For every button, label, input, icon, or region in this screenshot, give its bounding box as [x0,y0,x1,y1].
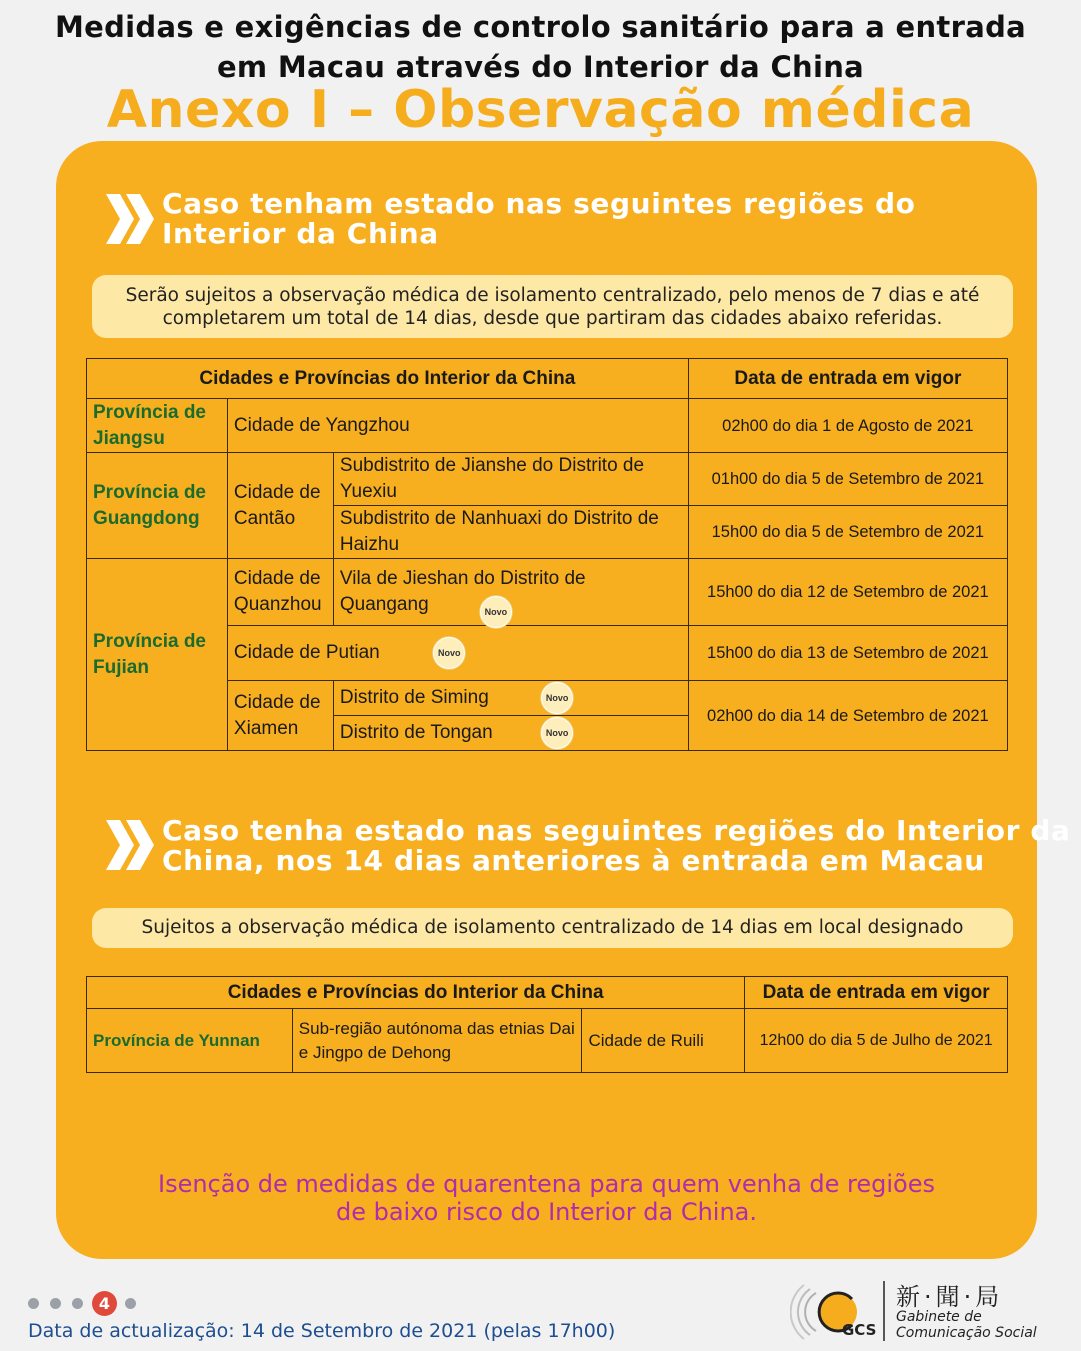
area-jianshe: Subdistrito de Jianshe do Distrito de Yuexiu [333,453,688,506]
section1-notice-line1: Serão sujeitos a observação médica de isolamento centralizado, pelo menos de 7 dias e até [125,285,980,306]
gcs-logo-icon [790,1275,886,1345]
subregion-dehong: Sub-região autónoma das etnias Dai e Jingpo de Dehong [292,1009,582,1073]
update-date: Data de actualização: 14 de Setembro de 2021 (pelas 17h00) [28,1320,616,1342]
area-siming-label: Distrito de Siming [339,687,489,709]
city-putian [227,626,688,681]
page-dot-active[interactable]: 4 [92,1291,117,1316]
section1-notice [92,275,1013,338]
column-header-region: Cidades e Províncias do Interior da China [87,359,689,399]
page-dot[interactable] [72,1298,83,1309]
province-jiangsu: Província de Jiangsu [87,399,228,453]
page-dot[interactable] [50,1298,61,1309]
area-tongan [333,716,688,751]
new-badge: Novo [541,717,573,749]
date-nanhuaxi: 15h00 do dia 5 de Setembro de 2021 [688,506,1007,559]
city-cantao: Cidade de Cantão [227,453,333,559]
section1-notice-line2: completarem um total de 14 dias, desde que partiram das cidades abaixo referidas. [162,308,943,329]
exemption-note-line2: de baixo risco do Interior da China. [335,1198,758,1226]
table-row [87,453,1008,506]
annex-title: Anexo I – Observação médica [106,80,975,140]
table-row [87,559,1008,626]
area-tongan-label: Distrito de Tongan [339,722,493,744]
section1-heading [162,189,915,249]
section1-heading-line1: Caso tenham estado nas seguintes regiões do [162,187,916,220]
province-guangdong: Província de Guangdong [87,453,228,559]
date-putian: 15h00 do dia 13 de Setembro de 2021 [688,626,1007,681]
area-jieshan-label: Vila de Jieshan do Distrito de Quangang [339,568,586,615]
city-putian-label: Cidade de Putian [233,642,380,664]
page-title-line2: em Macau através do Interior da China [216,50,865,84]
page-dot[interactable] [125,1298,136,1309]
double-chevron-icon [104,192,156,246]
logo-portuguese-text [896,1309,1037,1341]
date-xiamen: 02h00 do dia 14 de Setembro de 2021 [688,681,1007,751]
table-header-row [87,359,1008,399]
date-ruili: 12h00 do dia 5 de Julho de 2021 [745,1009,1008,1073]
date-jieshan: 15h00 do dia 12 de Setembro de 2021 [688,559,1007,626]
gcs-logo [790,1275,1070,1345]
gcs-logo-mark: GCS [842,1321,877,1339]
date-jianshe: 01h00 do dia 5 de Setembro de 2021 [688,453,1007,506]
new-badge: Novo [433,637,465,669]
page-dot[interactable] [28,1298,39,1309]
column-header-region: Cidades e Províncias do Interior da China [87,977,745,1009]
area-siming [333,681,688,716]
column-header-date: Data de entrada em vigor [745,977,1008,1009]
new-badge: Novo [541,682,573,714]
table-row [87,399,1008,453]
date-yangzhou: 02h00 do dia 1 de Agosto de 2021 [688,399,1007,453]
table-header-row [87,977,1008,1009]
section2-heading [162,816,1071,876]
section2-heading-line1: Caso tenha estado nas seguintes regiões do Interior da [162,814,1071,847]
city-ruili: Cidade de Ruili [582,1009,745,1073]
province-fujian: Província de Fujian [87,559,228,751]
section2-heading-line2: China, nos 14 dias anteriores à entrada em Macau [162,844,985,877]
double-chevron-icon [104,818,156,872]
section1-table [86,358,1008,751]
section2-notice: Sujeitos a observação médica de isolamento centralizado de 14 dias em local designado [92,908,1013,948]
logo-portuguese-line1: Gabinete de [896,1309,982,1325]
column-header-date: Data de entrada em vigor [688,359,1007,399]
exemption-note [56,1170,1037,1226]
city-yangzhou: Cidade de Yangzhou [227,399,688,453]
area-jieshan [333,559,688,626]
new-badge: Novo [480,596,512,628]
logo-portuguese-line2: Comunicação Social [896,1325,1037,1341]
section2-table [86,976,1008,1073]
province-yunnan: Província de Yunnan [87,1009,293,1073]
city-quanzhou: Cidade de Quanzhou [227,559,333,626]
area-nanhuaxi: Subdistrito de Nanhuaxi do Distrito de Haizhu [333,506,688,559]
exemption-note-line1: Isenção de medidas de quarentena para quem venha de regiões [157,1170,936,1198]
table-row [87,1009,1008,1073]
page-title-line1: Medidas e exigências de controlo sanitário para a entrada [55,10,1026,44]
section1-heading-line2: Interior da China [162,217,439,250]
city-xiamen: Cidade de Xiamen [227,681,333,751]
logo-chinese-text: 新·聞·局 [896,1283,1004,1311]
